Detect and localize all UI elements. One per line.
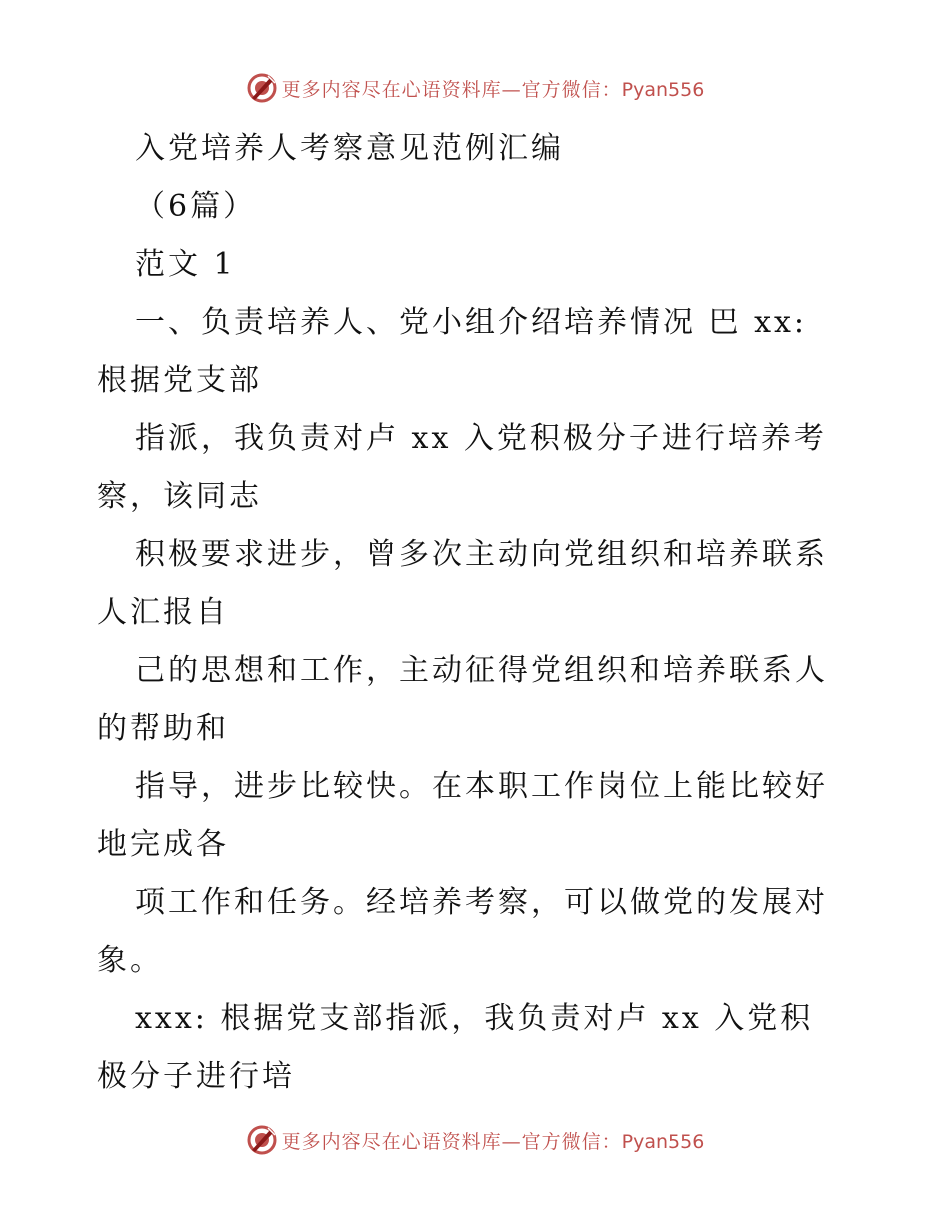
- paragraph-line: 积极要求进步，曾多次主动向党组织和培养联系: [135, 537, 828, 572]
- paragraph-line: 指导，进步比较快。在本职工作岗位上能比较好: [135, 769, 828, 804]
- paragraph-line: 地完成各: [97, 827, 229, 862]
- paragraph-line: 项工作和任务。经培养考察，可以做党的发展对: [135, 885, 828, 920]
- section-heading: 范文 1: [135, 247, 236, 282]
- header-banner-text: 更多内容尽在心语资料库—官方微信：Pyan556: [281, 78, 705, 101]
- paragraph-line: 己的思想和工作，主动征得党组织和培养联系人: [135, 653, 828, 688]
- red-quill-logo-icon: [246, 72, 278, 104]
- document-title: 入党培养人考察意见范例汇编: [135, 131, 564, 166]
- footer-banner-text: 更多内容尽在心语资料库—官方微信：Pyan556: [281, 1130, 705, 1153]
- paragraph-line: 根据党支部: [97, 363, 262, 398]
- paragraph-line: 一、负责培养人、党小组介绍培养情况 巴 xx:: [135, 305, 808, 340]
- red-quill-logo-icon: [246, 1124, 278, 1156]
- header-banner: [0, 68, 950, 108]
- header-banner-wechat-id: Pyan556: [621, 78, 705, 101]
- paragraph-line: 的帮助和: [97, 711, 229, 746]
- paragraph-line: xxx: 根据党支部指派，我负责对卢 xx 入党积: [135, 1001, 814, 1036]
- paragraph-line: 人汇报自: [97, 595, 229, 630]
- paragraph-line: 指派，我负责对卢 xx 入党积极分子进行培养考: [135, 421, 827, 456]
- paragraph-line: 察，该同志: [97, 479, 262, 514]
- paragraph-line: 象。: [97, 943, 163, 978]
- footer-banner-wechat-id: Pyan556: [621, 1130, 705, 1153]
- paragraph-line: 极分子进行培: [97, 1059, 295, 1094]
- document-body: [97, 120, 867, 1106]
- document-subtitle: （6篇）: [135, 189, 257, 224]
- footer-banner: [0, 1120, 950, 1160]
